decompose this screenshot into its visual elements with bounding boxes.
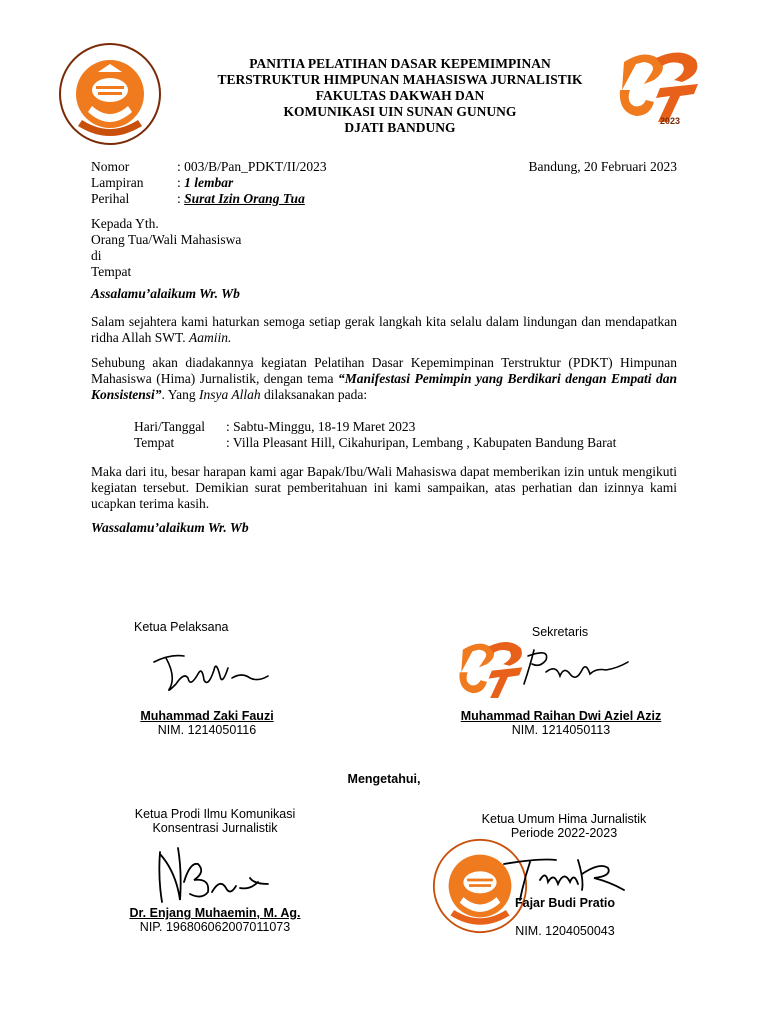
greeting: Assalamu’alaikum Wr. Wb xyxy=(91,286,240,301)
paragraph-3: Maka dari itu, besar harapan kami agar Bapak/Ibu/Wali Mahasiswa dapat memberikan izin untuk mengikuti kegiatan tersebut. Demikian surat pemberitahuan ini kami sampaikan, atas perhatian dan izinnya kami ucapkan terima kasih. xyxy=(91,464,677,511)
paragraph-2-mid: . Yang xyxy=(161,387,200,402)
prodi-signature-icon xyxy=(150,842,274,908)
perihal-value: Surat Izin Orang Tua xyxy=(184,191,305,206)
tempat-label: Tempat xyxy=(134,435,175,450)
recipient-line-4: Tempat xyxy=(91,264,132,279)
ketua-nim: NIM. 1214050116 xyxy=(157,723,257,737)
lampiran-value: 1 lembar xyxy=(184,175,234,190)
sekretaris-title: Sekretaris xyxy=(531,625,589,639)
recipient-line-1: Kepada Yth. xyxy=(91,216,159,231)
header-line-5: DJATI BANDUNG xyxy=(344,120,456,135)
recipient-line-3: di xyxy=(91,248,102,263)
logo-year: 2023 xyxy=(660,116,681,126)
header-line-2: TERSTRUKTUR HIMPUNAN MAHASISWA JURNALISTIK xyxy=(217,72,583,87)
letterhead xyxy=(150,56,650,136)
paragraph-2-end: dilaksanakan pada: xyxy=(260,387,368,402)
recipient-block xyxy=(91,216,241,280)
header-line-1: PANITIA PELATIHAN DASAR KEPEMIMPINAN xyxy=(249,56,551,71)
mengetahui-label: Mengetahui, xyxy=(347,772,421,786)
tempat-value: : Villa Pleasant Hill, Cikahuripan, Lembang , Kabupaten Bandung Barat xyxy=(226,435,617,450)
hima-jurnalistik-logo xyxy=(58,42,162,146)
paragraph-1-text: Salam sejahtera kami haturkan semoga setiap gerak langkah kita selalu dalam lindungan dan mendapatkan ridha Allah SWT. xyxy=(91,314,677,345)
hari-label: Hari/Tanggal xyxy=(134,419,206,434)
paragraph-2-text: Sehubung akan diadakannya kegiatan Pelatihan Dasar Kepemimpinan Terstruktur (PDKT) Himpunan Mahasiswa (Hima) Jurnalistik, dengan tema xyxy=(91,355,677,386)
ketua-name: Muhammad Zaki Fauzi xyxy=(140,709,274,723)
paragraph-1-italic: Aamiin. xyxy=(188,330,232,345)
hima-nim: NIM. 1204050043 xyxy=(515,924,615,938)
prodi-title-line-1: Ketua Prodi Ilmu Komunikasi xyxy=(134,807,296,821)
prodi-title-line-2: Konsentrasi Jurnalistik xyxy=(152,821,278,835)
theme-text: “Manifestasi Pemimpin yang Berdikari dengan Empati dan Konsistensi” xyxy=(91,371,677,402)
perihal-colon: : xyxy=(177,191,185,206)
paragraph-2 xyxy=(91,355,677,403)
sekretaris-name: Muhammad Raihan Dwi Aziel Aziz xyxy=(460,709,662,723)
recipient-line-2: Orang Tua/Wali Mahasiswa xyxy=(91,232,242,247)
perihal-label: Perihal xyxy=(91,191,130,206)
place-date: Bandung, 20 Februari 2023 xyxy=(528,159,677,174)
lampiran-label: Lampiran xyxy=(91,175,144,190)
sekretaris-signature-icon xyxy=(510,646,630,692)
header-line-4: KOMUNIKASI UIN SUNAN GUNUNG xyxy=(283,104,517,119)
ketua-signature-icon xyxy=(150,648,272,696)
hima-title-line-1: Ketua Umum Hima Jurnalistik xyxy=(481,812,647,826)
prodi-name: Dr. Enjang Muhaemin, M. Ag. xyxy=(129,906,301,920)
prodi-nip: NIP. 196806062007011073 xyxy=(139,920,291,934)
nomor-value: : 003/B/Pan_PDKT/II/2023 xyxy=(177,159,327,174)
closing-greeting: Wassalamu’alaikum Wr. Wb xyxy=(91,520,249,535)
ketua-pelaksana-title: Ketua Pelaksana xyxy=(134,620,229,634)
event-details xyxy=(134,419,616,451)
lampiran-colon: : xyxy=(177,175,185,190)
sekretaris-nim: NIM. 1214050113 xyxy=(511,723,611,737)
header-line-3: FAKULTAS DAKWAH DAN xyxy=(315,88,485,103)
insya-allah-text: Insya Allah xyxy=(199,387,261,402)
nomor-label: Nomor xyxy=(91,159,130,174)
paragraph-1 xyxy=(91,314,677,346)
hima-name: Fajar Budi Pratio xyxy=(514,896,616,910)
hima-title-line-2: Periode 2022-2023 xyxy=(510,826,618,840)
hari-value: : Sabtu-Minggu, 18-19 Maret 2023 xyxy=(226,419,416,434)
